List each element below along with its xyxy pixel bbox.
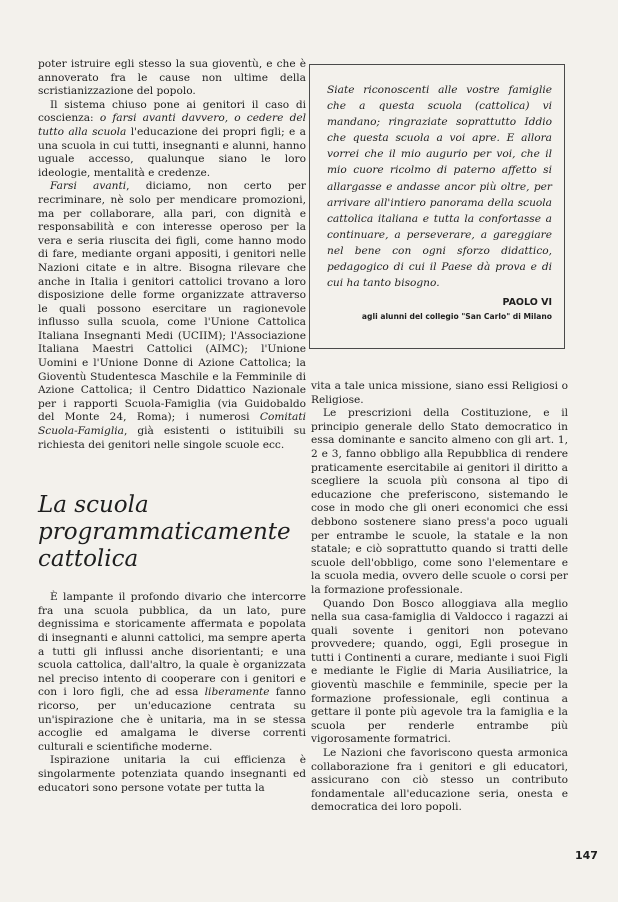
text-run: Il sistema chiuso pone ai genitori il caso di coscienza: [38, 98, 306, 125]
text-run: l'educazione dei propri figli; e a una scuola in cui tutti, insegnanti e alunni, hanno uguale accesso, qualunque siano le loro ideologie, mentalità e credenze. [38, 125, 306, 179]
section-heading: La scuola programmaticamente cattolica [38, 492, 291, 573]
paragraph [38, 99, 306, 181]
emphasis: Comitati Scuola-Famiglia [38, 411, 306, 438]
quote-text: Siate riconoscenti alle vostre famiglie che a questa scuola (cattolica) vi mandano; ringraziate soprattutto Iddio che questa scuola a voi apre. E allora vorrei che il mio augurio per voi, che il mio cuore ricolmo di paterno affetto si allargasse e andasse ancor più oltre, per arrivare all'intiero panorama della scuola cattolica italiana e tutta la confortasse a continuare, a perseverare, a gareggiare nel bene con ogni sforzo didattico, pedagogico di cui il Paese dà prova e di cui ha tanto bisogno. [327, 84, 552, 290]
paragraph [38, 591, 306, 754]
paragraph: poter istruire egli stesso la sua gioventù, e che è annoverato fra le cause non ultime della scristianizzazione del popolo. [38, 58, 306, 98]
paragraph: Quando Don Bosco alloggiava alla meglio nella sua casa-famiglia di Valdocco i ragazzi ai quali sovente i genitori non potevano provvedere; quando, oggi, Egli prosegue in tutti i Continenti a curare, mediante i suoi Figli e mediante le Figlie di Maria Ausiliatrice, la gioventù maschile e femminile, specie per la formazione professionale, egli continua a gettare il ponte più agevole tra la famiglia e la scuola per renderle entrambe più vigorosamente formatrici. [311, 597, 568, 746]
quote-box [309, 64, 565, 349]
emphasis: liberamente [204, 686, 270, 699]
page-number: 147 [575, 849, 598, 862]
quote-author: PAOLO VI [502, 297, 552, 309]
paragraph: Le prescrizioni della Costituzione, e il principio generale dello Stato democratico in essa dominante e sancito almeno con gli art. 1, 2 e 3, fanno obbligo alla Repubblica di rendere praticamente esercitabile ai genitori il diritto a scegliere la scuola più consona al tipo di educazione che preferiscono, sistemando le cose in modo che gli oneri economici che essi debbono sostenere siano press'a poco uguali per entrambe le scuole, la statale e la non statale; e ciò soprattutto quando si tratti delle scuole dell'obbligo, come sono l'elementare e la scuola media, ovvero delle scuole o corsi per la formazione professionale. [311, 407, 568, 596]
emphasis: o farsi avanti davvero, o cedere del tutto alla scuola [38, 112, 307, 138]
left-column [38, 58, 306, 795]
paragraph [38, 180, 306, 452]
paragraph: vita a tale unica missione, siano essi Religiosi o Religiose. [311, 380, 568, 406]
text-run: , diciamo, non certo per recriminare, nè solo per mendicare promozioni, ma per collaborare, alla pari, con dignità e responsabilità e con interesse operoso per la vera e seria riuscita dei figli, come hanno modo di fare, mediante organi appositi, i genitori nelle Nazioni citate e in altre. Bisogna rilevare che anche in Italia i genitori cattolici trovano a loro disposizione delle forme organizzate attraverso le quali possono esercitare un ragionevole influsso sulla scuola, come l'Unione Cattolica Italiana Insegnanti Medi (UCIIM); l'Associazione Italiana Maestri Cattolici (AIMC); l'Unione Uomini e l'Unione Donne di Azione Cattolica; la Gioventù Studentesca Maschile e la Femminile di Azione Cattolica; il Centro Didattico Nazionale per i rapporti Scuola-Famiglia (via Guidobaldo del Monte 24, Roma); i numerosi [38, 180, 306, 424]
text-run: fanno ricorso, per un'educazione centrata su un'ispirazione che è unitaria, ma in se stessa accoglie ed amalgama le diverse correnti culturali e scientifiche moderne. [38, 686, 307, 753]
text-run: È lampante il profondo divario che intercorre fra una scuola pubblica, da un lato, pure degnissima e storicamente affermata e popolata di insegnanti e alunni cattolici, ma sempre aperta a tutti gli influssi anche disorientanti; e una scuola cattolica, dall'altro, la quale è organizzata nel preciso intento di cooperare con i genitori e con i loro figli, che ad essa [38, 591, 306, 699]
right-column [311, 380, 568, 815]
text-run: , già esistenti o istituibili su richiesta dei genitori nelle singole scuole ecc. [38, 425, 306, 451]
paragraph: Le Nazioni che favoriscono questa armonica collaborazione fra i genitori e gli educatori, assicurano con ciò stesso un contributo fondamentale all'educazione seria, onesta e democratica dei loro popoli. [311, 747, 568, 814]
paragraph: Ispirazione unitaria la cui efficienza è singolarmente potenziata quando insegnanti ed educatori sono persone votate per tutta la [38, 754, 306, 794]
quote-source: agli alunni del collegio "San Carlo" di Milano [361, 312, 552, 322]
emphasis: Farsi avanti [50, 180, 127, 193]
